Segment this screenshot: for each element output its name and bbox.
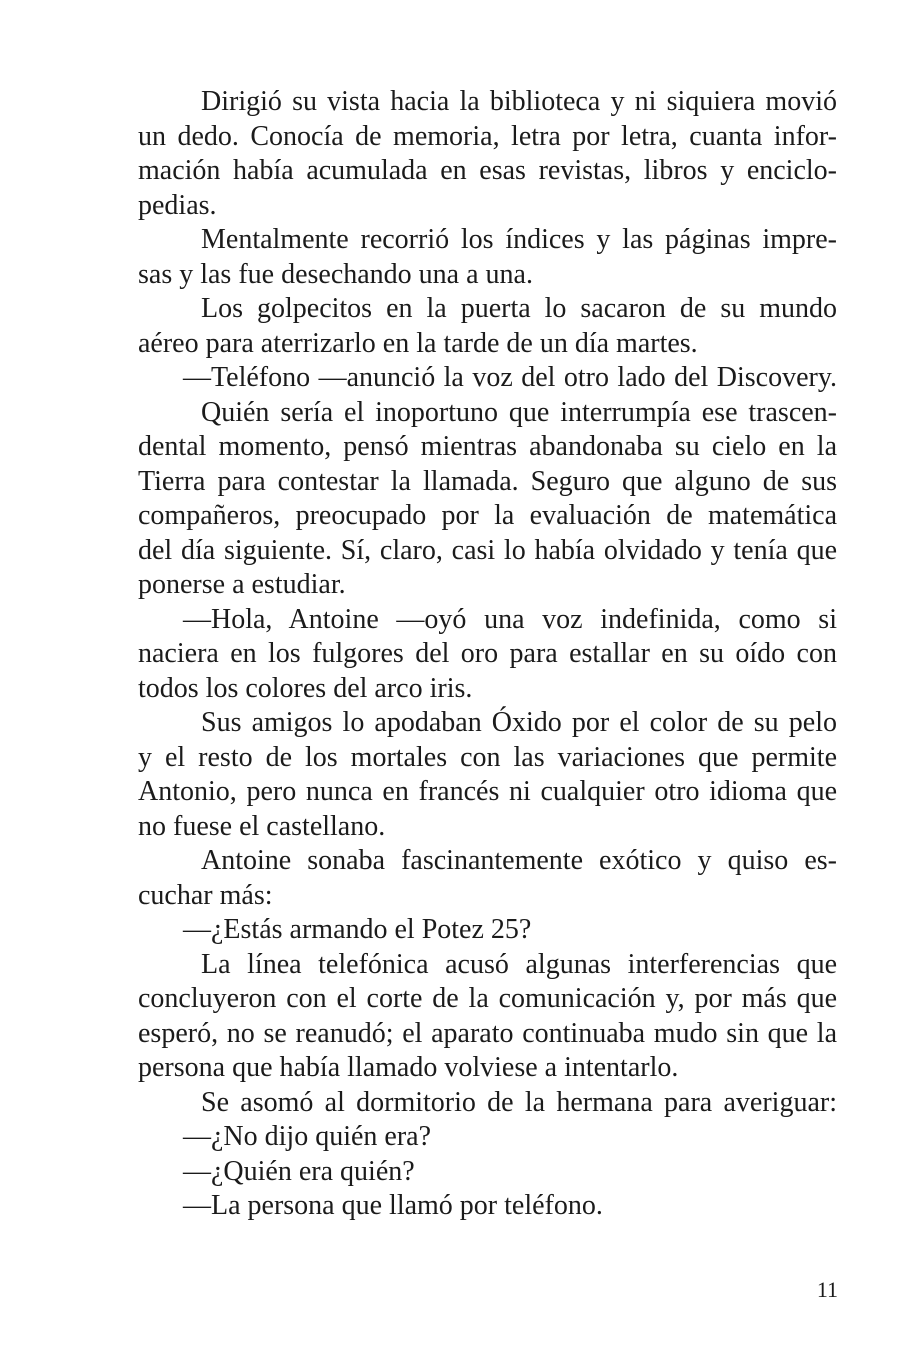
text-line: Tierra para contestar la llamada. Seguro que alguno de sus: [138, 465, 837, 497]
text-line: Sus amigos lo apodaban Óxido por el color de su pelo: [201, 707, 837, 738]
text-line: —Hola, Antoine —oyó una voz indefinida, como si: [183, 603, 837, 635]
page-text: [138, 85, 837, 1224]
text-line: compañeros, preocupado por la evaluación de matemática: [138, 500, 837, 531]
text-line: sas y las fue desechando una a una.: [138, 258, 533, 290]
paragraph: [138, 948, 837, 1086]
text-line: mación había acumulada en esas revistas, libros y enciclo-: [138, 155, 837, 186]
text-line: La línea telefónica acusó algunas interferencias que: [201, 948, 837, 980]
text-line: —¿Estás armando el Potez 25?: [183, 914, 532, 945]
paragraph: [138, 1086, 837, 1121]
paragraph: [138, 1120, 837, 1155]
text-line: no fuese el castellano.: [138, 810, 386, 842]
paragraph: [138, 603, 837, 707]
text-line: —¿Quién era quién?: [183, 1155, 415, 1187]
paragraph: [138, 1155, 837, 1190]
text-line: Antonio, pero nunca en francés ni cualquier otro idioma que: [138, 776, 837, 807]
text-line: un dedo. Conocía de memoria, letra por letra, cuanta infor-: [138, 120, 837, 152]
paragraph: [138, 706, 837, 844]
text-line: cuchar más:: [138, 879, 273, 911]
paragraph: [138, 361, 837, 396]
text-line: dental momento, pensó mientras abandonaba su cielo en la: [138, 431, 837, 462]
text-line: y el resto de los mortales con las variaciones que permite: [138, 741, 837, 773]
text-line: ponerse a estudiar.: [138, 569, 346, 600]
text-line: Los golpecitos en la puerta lo sacaron de su mundo: [201, 293, 837, 324]
paragraph: [138, 844, 837, 913]
text-line: —¿No dijo quién era?: [183, 1121, 432, 1152]
text-line: Dirigió su vista hacia la biblioteca y ni siquiera movió: [201, 86, 837, 117]
text-line: aéreo para aterrizarlo en la tarde de un día martes.: [138, 327, 698, 359]
text-line: Quién sería el inoportuno que interrumpía ese trascen-: [201, 396, 837, 428]
paragraph: [138, 396, 837, 603]
text-line: pedias.: [138, 189, 217, 221]
text-line: —La persona que llamó por teléfono.: [183, 1190, 603, 1221]
paragraph: [138, 913, 837, 948]
paragraph: [138, 85, 837, 223]
text-line: naciera en los fulgores del oro para estallar en su oído con: [138, 638, 837, 669]
text-line: Antoine sonaba fascinantemente exótico y quiso es-: [201, 845, 837, 876]
text-line: concluyeron con el corte de la comunicación y, por más que: [138, 983, 837, 1014]
text-line: esperó, no se reanudó; el aparato continuaba mudo sin que la: [138, 1017, 837, 1049]
text-line: Mentalmente recorrió los índices y las páginas impre-: [201, 224, 837, 255]
paragraph: [138, 1189, 837, 1224]
text-line: del día siguiente. Sí, claro, casi lo había olvidado y tenía que: [138, 534, 837, 566]
text-line: —Teléfono —anunció la voz del otro lado del Discovery.: [183, 362, 837, 393]
text-line: persona que había llamado volviese a intentarlo.: [138, 1052, 679, 1083]
text-line: Se asomó al dormitorio de la hermana para averiguar:: [201, 1086, 837, 1118]
paragraph: [138, 223, 837, 292]
text-line: todos los colores del arco iris.: [138, 672, 473, 704]
page-number: 11: [816, 1277, 838, 1302]
paragraph: [138, 292, 837, 361]
